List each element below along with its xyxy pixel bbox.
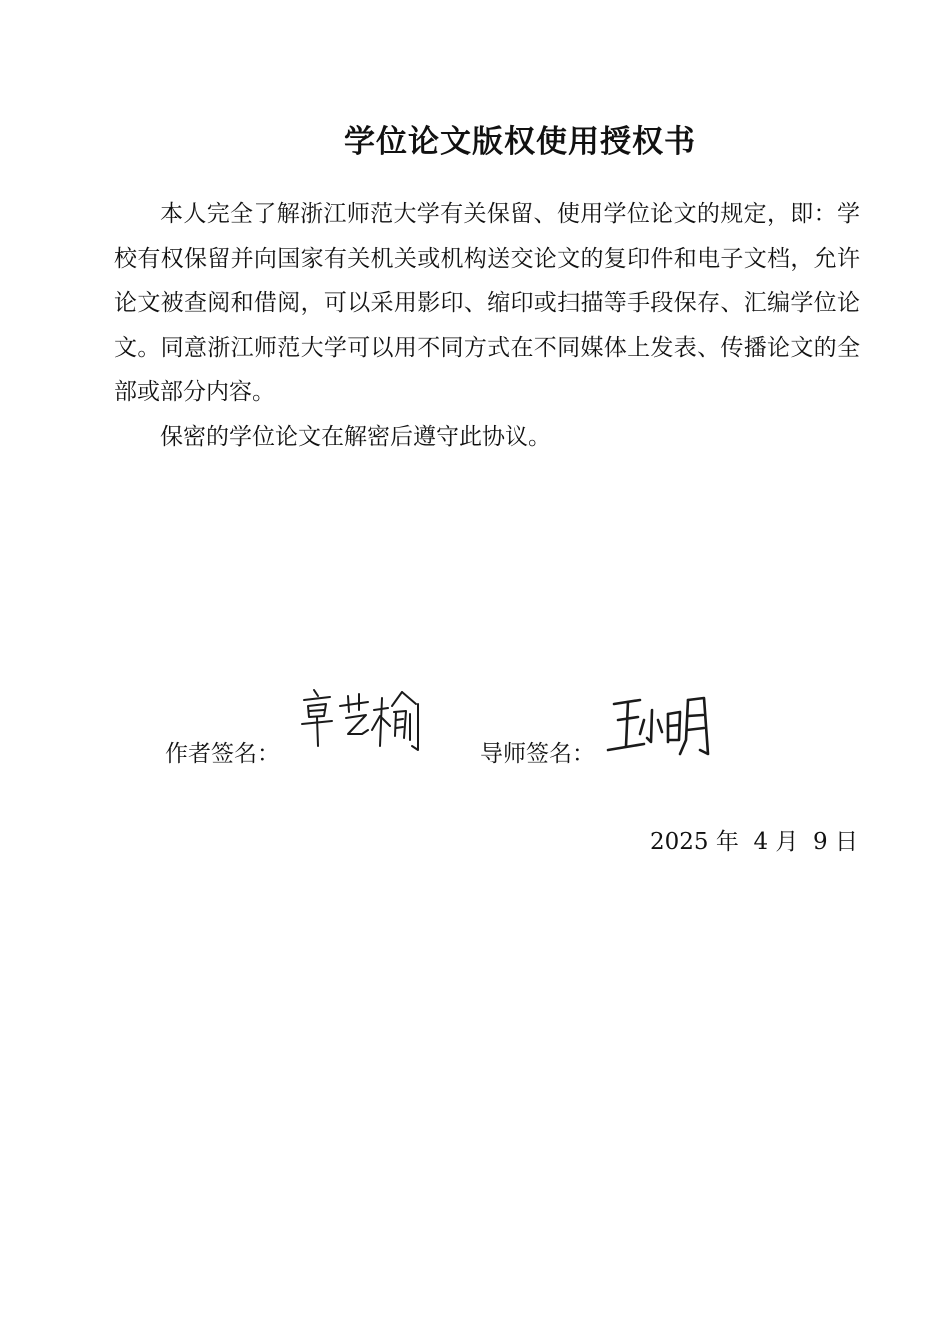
paragraph-confidential: 保密的学位论文在解密后遵守此协议。 [160, 423, 551, 450]
paragraph-statement: 本人完全了解浙江师范大学有关保留、使用学位论文的规定，即：学校有权保留并向国家有关机关或机构送交论文的复印件和电子文档，允许论文被查阅和借阅，可以采用影印、缩印或扫描等手段保存、汇编学位论文。同意浙江师范大学可以用不同方式在不同媒体上发表、传播论文的全部或部分内容。 [114, 201, 860, 405]
author-signature [296, 684, 426, 764]
signing-date: 2025 年 4 月 9 日 [650, 829, 858, 855]
authorization-body [114, 192, 860, 459]
author-signature-label: 作者签名： [165, 741, 280, 767]
advisor-signature [604, 690, 724, 770]
page-title: 学位论文版权使用授权书 [344, 124, 696, 160]
advisor-signature-label: 导师签名： [480, 741, 595, 767]
